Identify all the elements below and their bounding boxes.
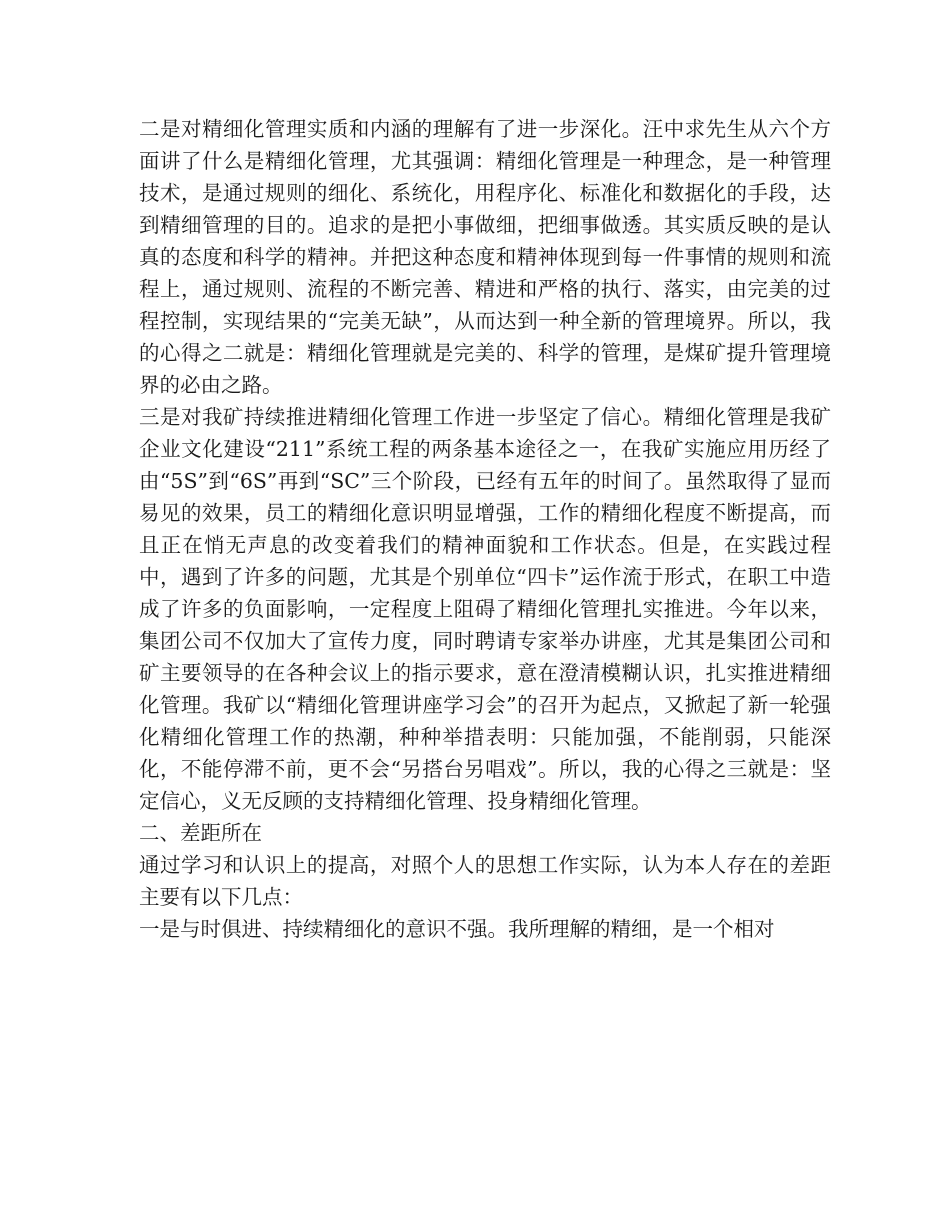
document-body xyxy=(139,113,831,945)
paragraph-deepening-understanding: 二是对精细化管理实质和内涵的理解有了进一步深化。汪中求先生从六个方面讲了什么是精细化管理，尤其强调：精细化管理是一种理念，是一种管理技术，是通过规则的细化、系统化，用程序化、标准化和数据化的手段，达到精细管理的目的。追求的是把小事做细，把细事做透。其实质反映的是认真的态度和科学的精神。并把这种态度和精神体现到每一件事情的规则和流程上，通过规则、流程的不断完善、精进和严格的执行、落实，由完美的过程控制，实现结果的“完美无缺”，从而达到一种全新的管理境界。所以，我的心得之二就是：精细化管理就是完美的、科学的管理，是煤矿提升管理境界的必由之路。 xyxy=(139,117,831,397)
paragraph-gaps-intro: 通过学习和认识上的提高，对照个人的思想工作实际，认为本人存在的差距主要有以下几点： xyxy=(139,853,831,909)
paragraph-strengthening-confidence: 三是对我矿持续推进精细化管理工作进一步坚定了信心。精细化管理是我矿企业文化建设“211”系统工程的两条基本途径之一，在我矿实施应用历经了由“5S”到“6S”再到“SC”三个阶段，已经有五年的时间了。虽然取得了显而易见的效果，员工的精细化意识明显增强，工作的精细化程度不断提高，而且正在悄无声息的改变着我们的精神面貌和工作状态。但是，在实践过程中，遇到了许多的问题，尤其是个别单位“四卡”运作流于形式，在职工中造成了许多的负面影响，一定程度上阻碍了精细化管理扎实推进。今年以来，集团公司不仅加大了宣传力度，同时聘请专家举办讲座，尤其是集团公司和矿主要领导的在各种会议上的指示要求，意在澄清模糊认识，扎实推进精细化管理。我矿以“精细化管理讲座学习会”的召开为起点，又掀起了新一轮强化精细化管理工作的热潮，种种举措表明：只能加强，不能削弱，只能深化，不能停滞不前，更不会“另搭台另唱戏”。所以，我的心得之三就是：坚定信心，义无反顾的支持精细化管理、投身精细化管理。 xyxy=(139,405,831,813)
paragraph-gap-one: 一是与时俱进、持续精细化的意识不强。我所理解的精细，是一个相对 xyxy=(139,917,775,941)
section-heading-gaps: 二、差距所在 xyxy=(139,821,262,845)
